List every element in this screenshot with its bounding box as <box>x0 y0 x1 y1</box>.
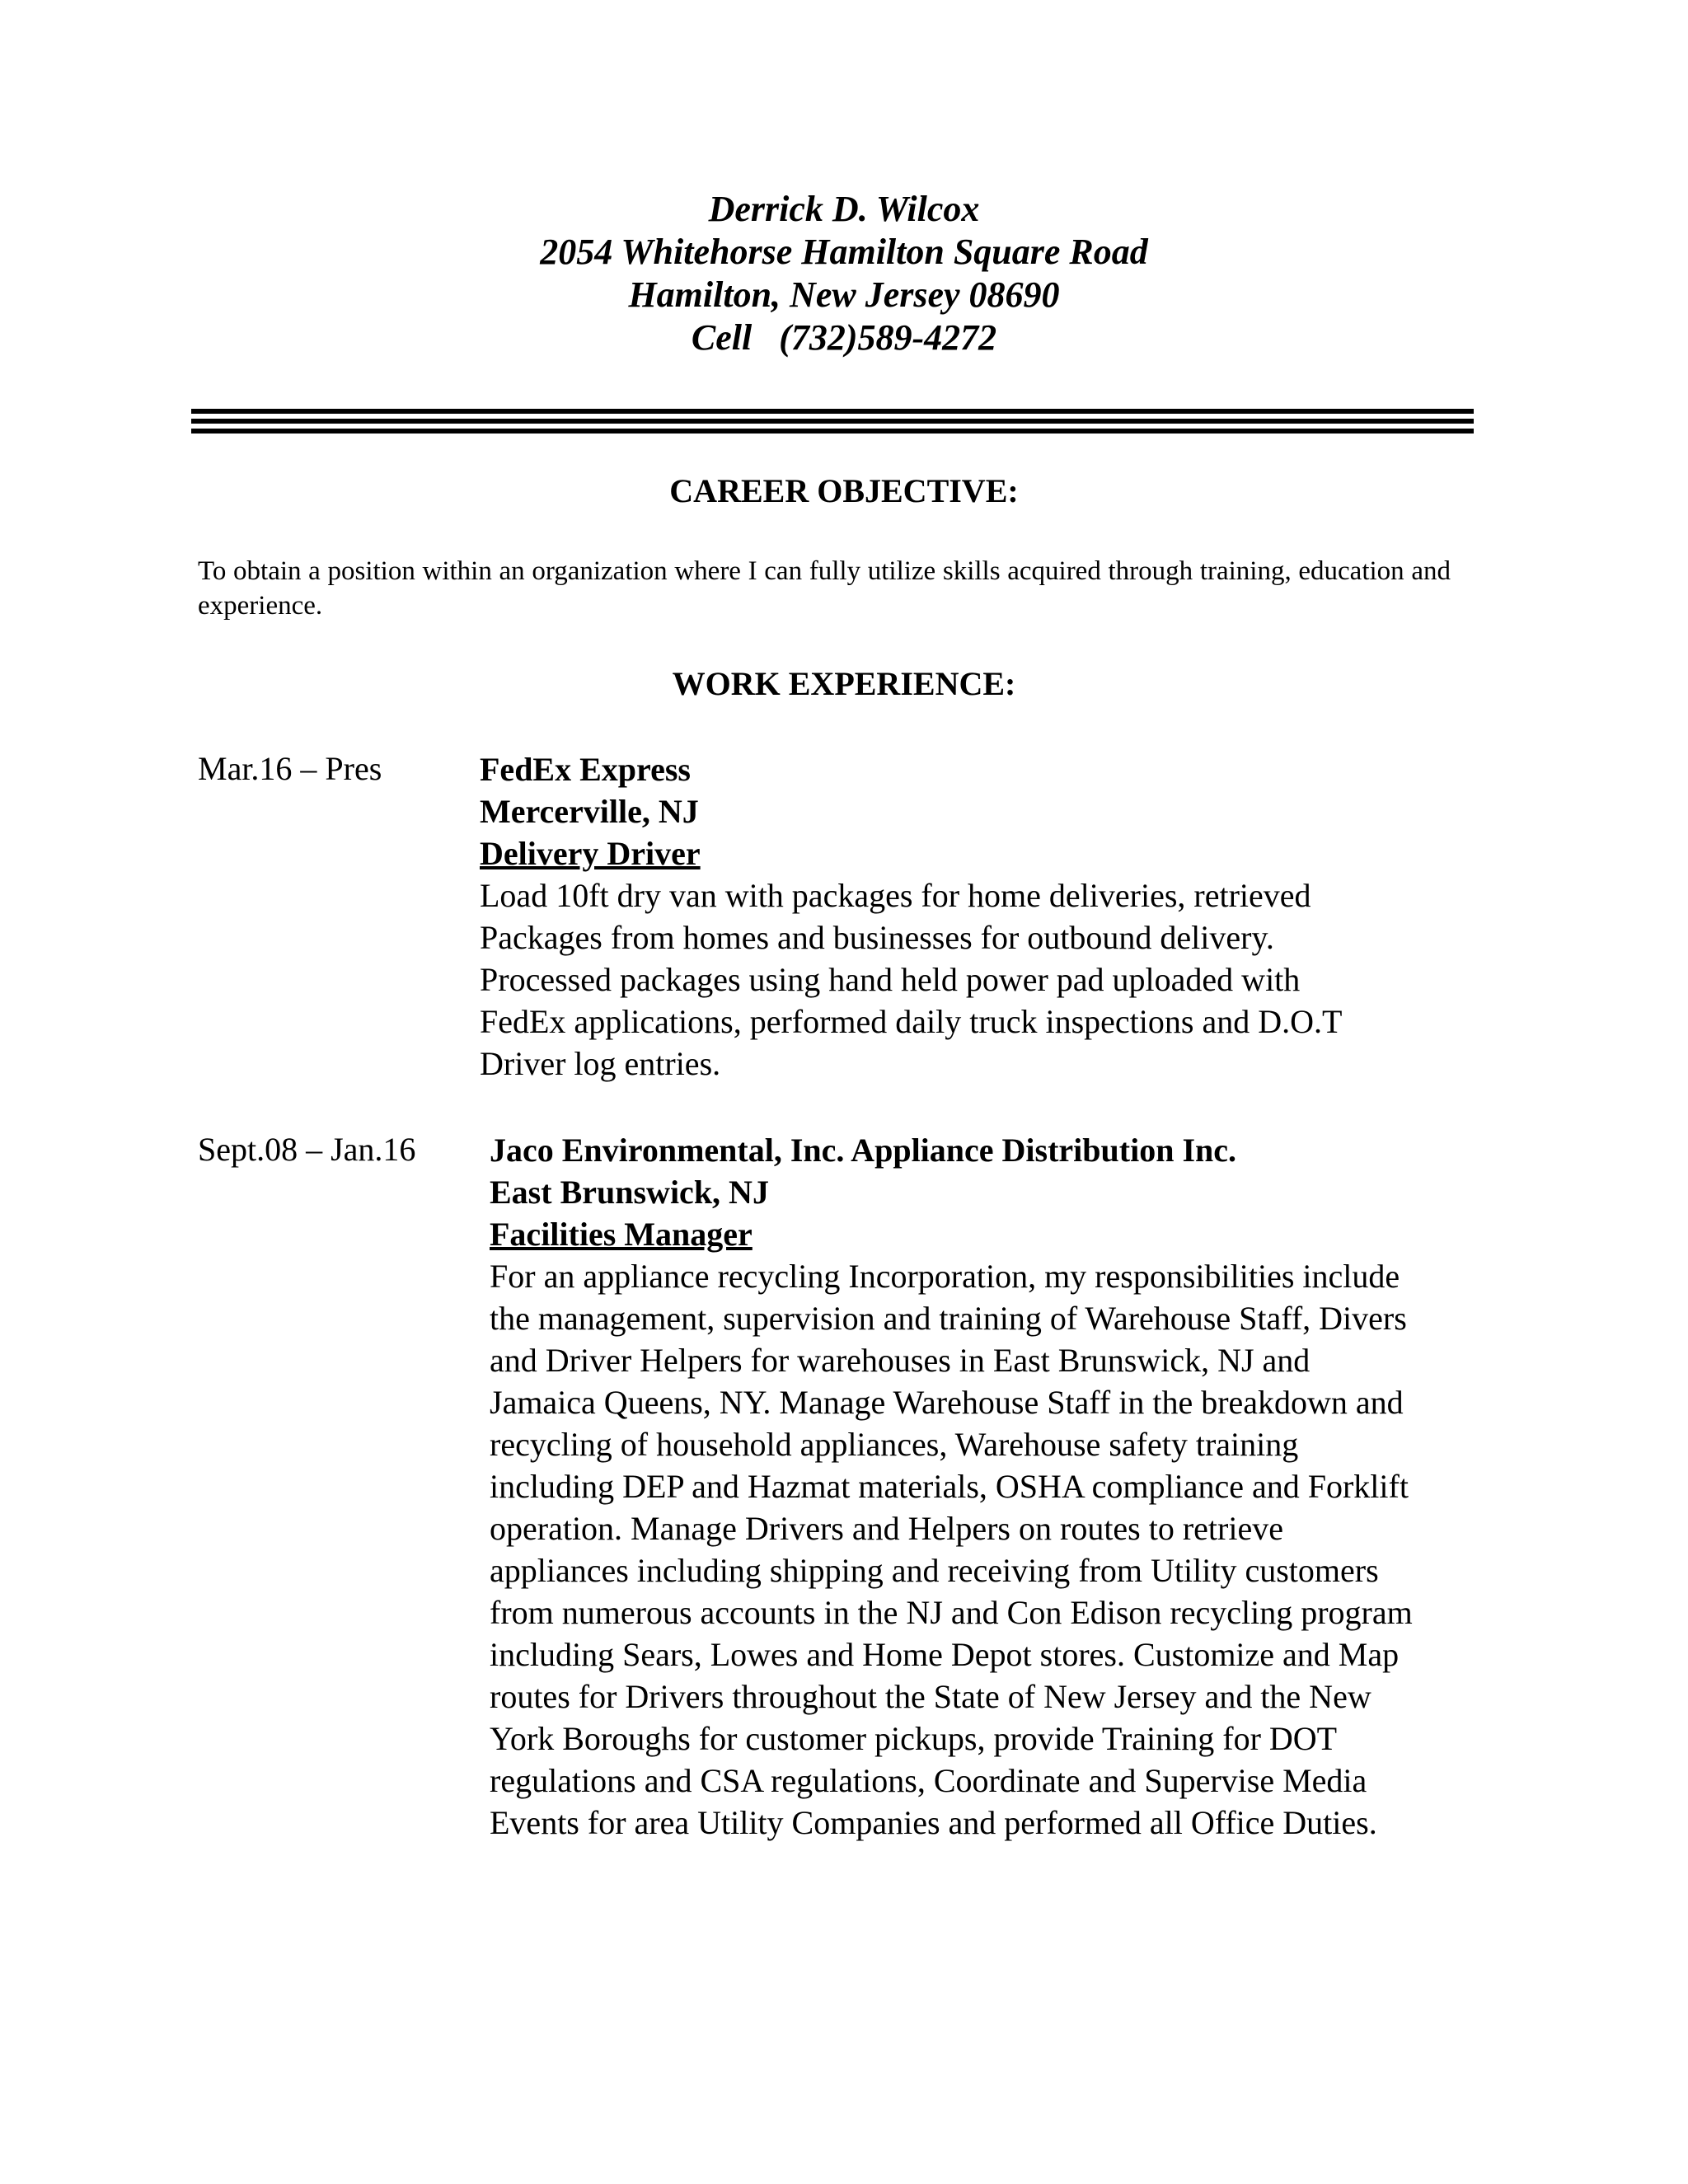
job-description-line: appliances including shipping and receiving from Utility customers <box>490 1552 1379 1589</box>
job-description-line: and Driver Helpers for warehouses in East Brunswick, NJ and <box>490 1342 1311 1379</box>
divider-rule-bottom <box>191 429 1474 434</box>
job-description-line: the management, supervision and training of Warehouse Staff, Divers <box>490 1300 1407 1337</box>
applicant-name: Derrick D. Wilcox <box>708 189 980 229</box>
job-description-line: from numerous accounts in the NJ and Con Edison recycling program <box>490 1594 1413 1631</box>
job-description <box>490 1255 1413 1844</box>
phone-number: Cell (732)589-4272 <box>691 317 997 358</box>
job-description-line: Events for area Utility Companies and performed all Office Duties. <box>490 1804 1377 1841</box>
job-title: Delivery Driver <box>480 835 701 872</box>
job-description-line: Processed packages using hand held power pad uploaded with <box>480 961 1301 998</box>
job-description-line: For an appliance recycling Incorporation, my responsibilities include <box>490 1258 1400 1295</box>
job-dates: Mar.16 – Pres <box>198 750 382 787</box>
job-description-line: Driver log entries. <box>480 1045 721 1082</box>
job-description <box>480 874 1342 1085</box>
divider-rule-middle <box>191 419 1474 424</box>
work-experience-heading: WORK EXPERIENCE: <box>672 665 1016 702</box>
job-description-line: York Boroughs for customer pickups, provide Training for DOT <box>490 1720 1338 1757</box>
job-entry <box>480 748 1342 1085</box>
job-location: East Brunswick, NJ <box>490 1174 769 1211</box>
contact-header <box>0 188 1688 359</box>
job-dates: Sept.08 – Jan.16 <box>198 1131 416 1168</box>
job-company: FedEx Express <box>480 751 691 788</box>
job-description-line: including Sears, Lowes and Home Depot stores. Customize and Map <box>490 1636 1400 1673</box>
divider-rule-top <box>191 409 1474 414</box>
address-street: 2054 Whitehorse Hamilton Square Road <box>540 232 1148 272</box>
job-description-line: FedEx applications, performed daily truck inspections and D.O.T <box>480 1003 1343 1040</box>
job-description-line: recycling of household appliances, Warehouse safety training <box>490 1426 1299 1463</box>
job-description-line: operation. Manage Drivers and Helpers on routes to retrieve <box>490 1510 1283 1547</box>
job-description-line: including DEP and Hazmat materials, OSHA compliance and Forklift <box>490 1468 1409 1505</box>
address-city: Hamilton, New Jersey 08690 <box>628 274 1060 315</box>
job-description-line: regulations and CSA regulations, Coordinate and Supervise Media <box>490 1762 1367 1799</box>
job-description-line: Packages from homes and businesses for outbound delivery. <box>480 919 1274 956</box>
job-description-line: Jamaica Queens, NY. Manage Warehouse Staff in the breakdown and <box>490 1384 1404 1421</box>
job-entry <box>490 1129 1413 1844</box>
job-company: Jaco Environmental, Inc. Appliance Distribution Inc. <box>490 1132 1237 1169</box>
career-objective-text: To obtain a position within an organization where I can fully utilize skills acquired through training, education and experience. <box>198 556 1451 621</box>
job-description-line: Load 10ft dry van with packages for home deliveries, retrieved <box>480 877 1311 914</box>
job-title: Facilities Manager <box>490 1216 753 1253</box>
job-description-line: routes for Drivers throughout the State of New Jersey and the New <box>490 1678 1372 1715</box>
career-objective-heading: CAREER OBJECTIVE: <box>669 472 1019 509</box>
job-location: Mercerville, NJ <box>480 793 699 830</box>
